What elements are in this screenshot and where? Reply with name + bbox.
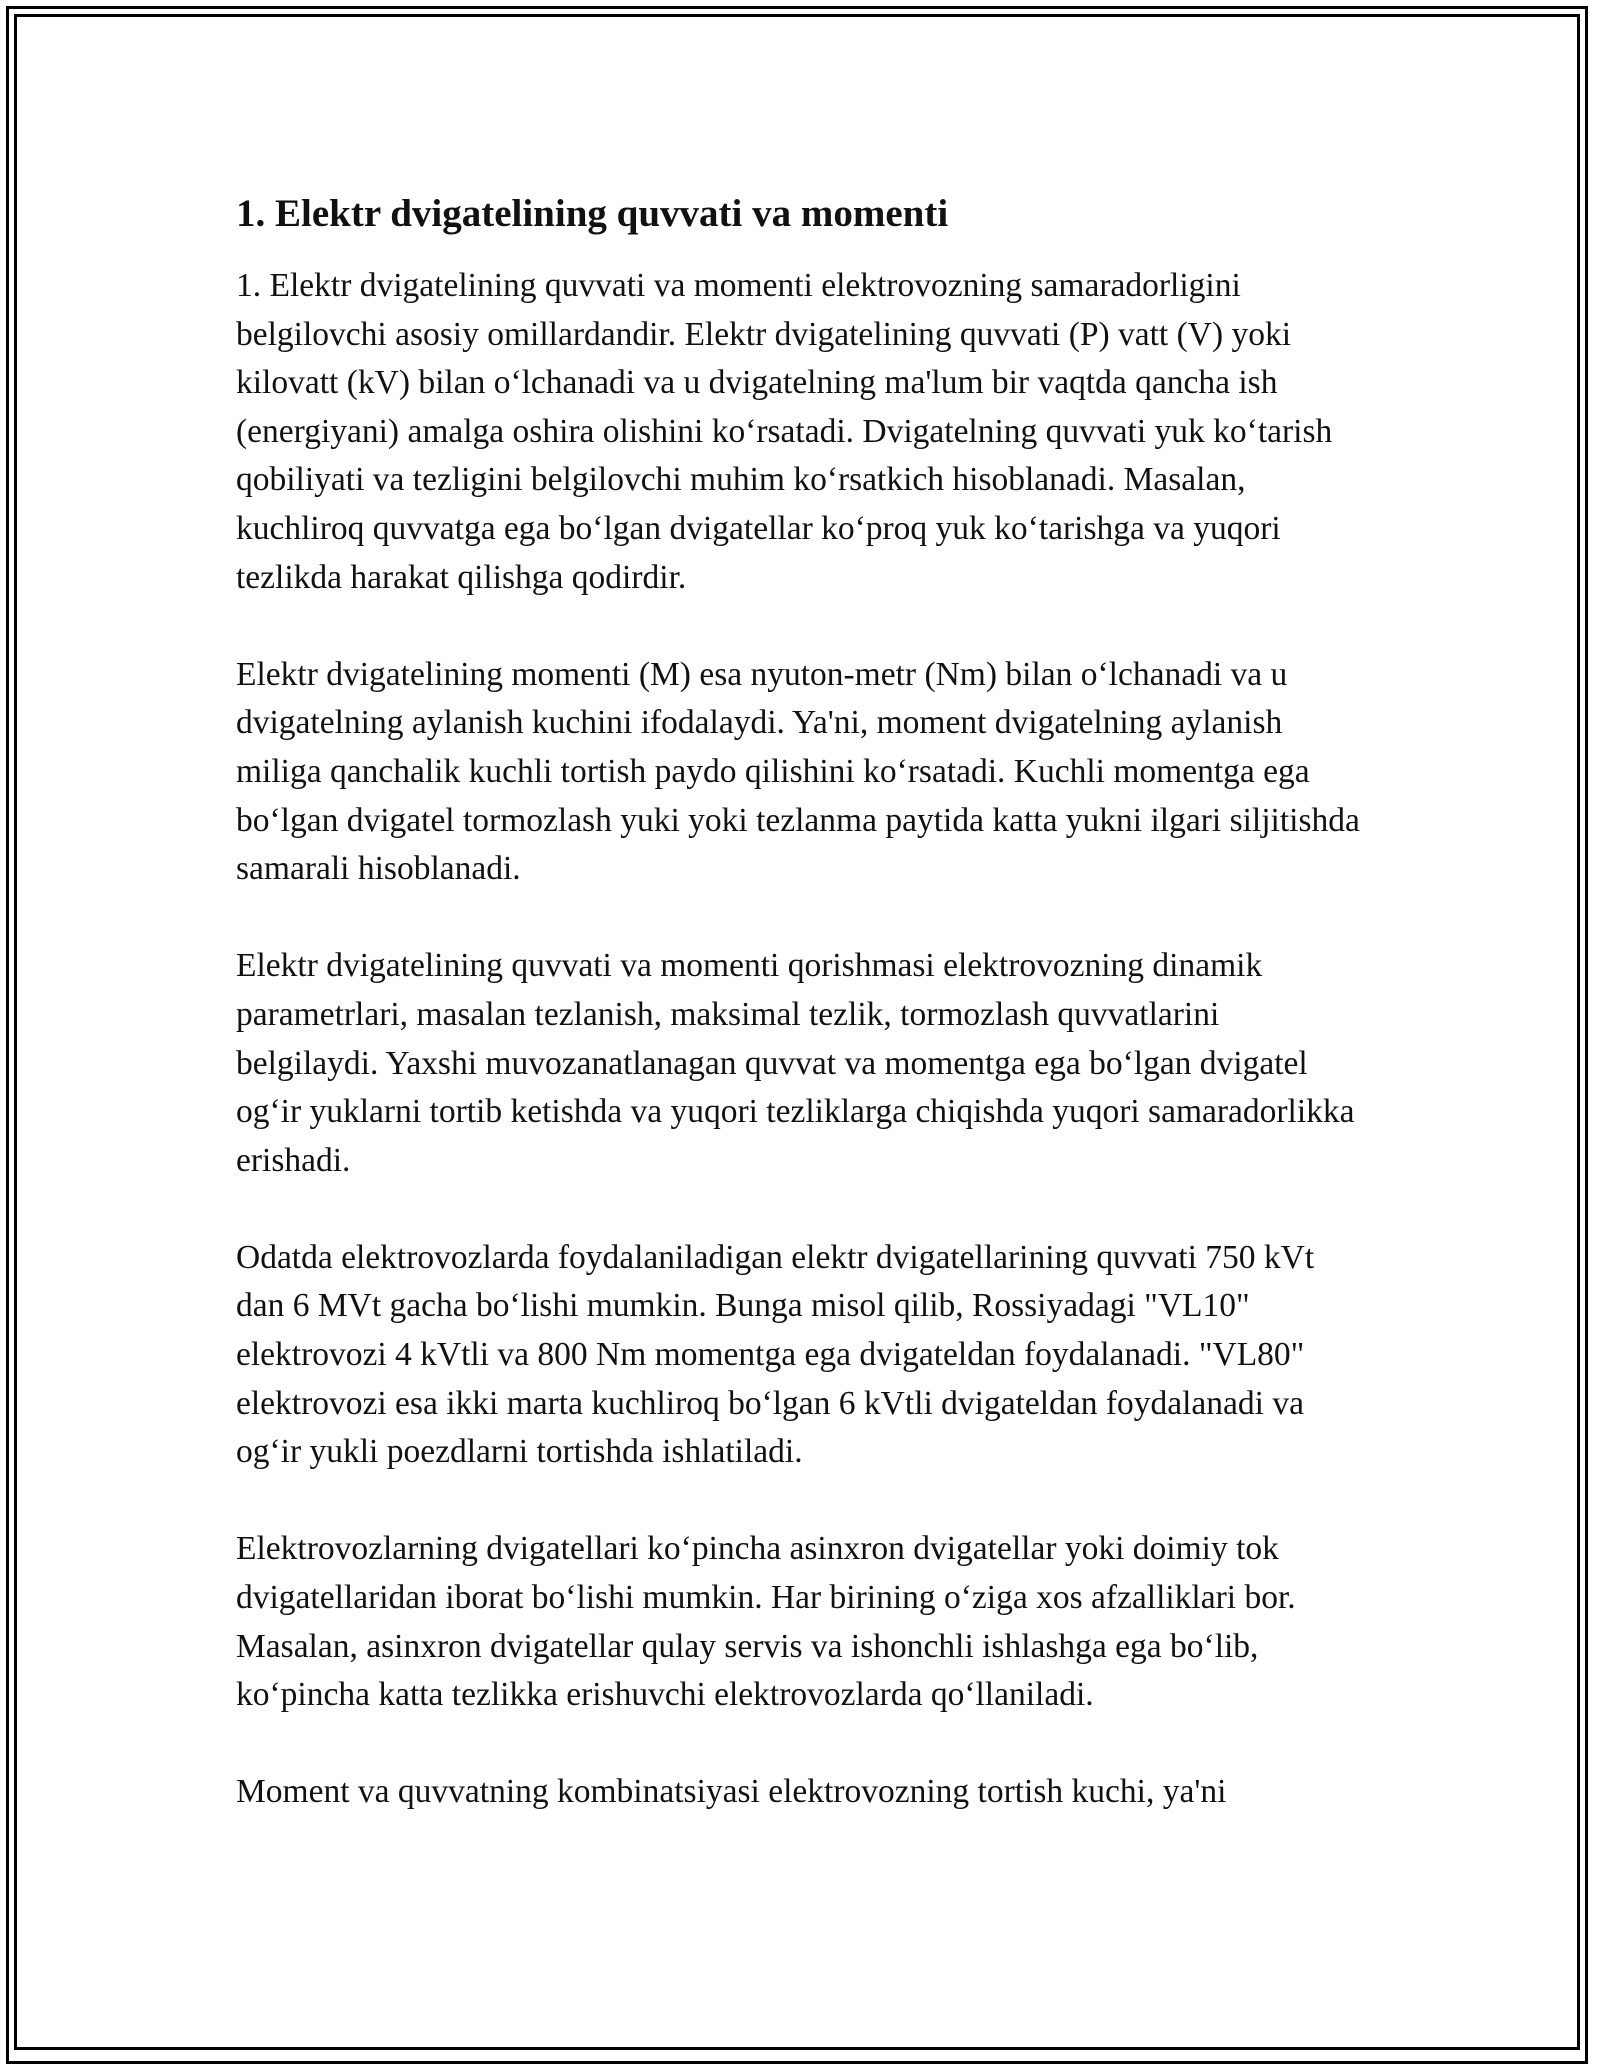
document-content [236,188,1366,1866]
paragraph-torque-definition: Elektr dvigatelining momenti (M) esa nyuton-metr (Nm) bilan oʻlchanadi va u dvigatelning aylanish kuchini ifodalaydi. Ya'ni, moment dvigatelning aylanish miliga qanchalik kuchli tortish paydo qilishini koʻrsatadi. Kuchli momentga ega boʻlgan dvigatel tormozlash yuki yoki tezlanma paytida katta yukni ilgari siljitishda samarali hisoblanadi. [236,655,1360,888]
paragraph-typical-power-range: Odatda elektrovozlarda foydalaniladigan elektr dvigatellarining quvvati 750 kVt dan 6 MVt gacha boʻlishi mumkin. Bunga misol qilib, Rossiyadagi "VL10" elektrovozi 4 kVtli va 800 Nm momentga ega dvigateldan foydalanadi. "VL80" elektrovozi esa ikki marta kuchliroq boʻlgan 6 kVtli dvigateldan foydalanadi va ogʻir yukli poezdlarni tortishda ishlatiladi. [236,1238,1315,1471]
paragraph-combination-truncated: Moment va quvvatning kombinatsiyasi elektrovozning tortish kuchi, ya'ni [236,1773,1227,1811]
paragraph-power-and-torque-intro: 1. Elektr dvigatelining quvvati va momenti elektrovozning samaradorligini belgilovchi asosiy omillardandir. Elektr dvigatelining quvvati (P) vatt (V) yoki kilovatt (kV) bilan oʻlchanadi va u dvigatelning ma'lum bir vaqtda qancha ish (energiyani) amalga oshira olishini koʻrsatadi. Dvigatelning quvvati yuk koʻtarish qobiliyati va tezligini belgilovchi muhim koʻrsatkich hisoblanadi. Masalan, kuchliroq quvvatga ega boʻlgan dvigatellar koʻproq yuk koʻtarishga va yuqori tezlikda harakat qilishga qodirdir. [236,267,1333,596]
paragraph-dynamic-parameters: Elektr dvigatelining quvvati va momenti qorishmasi elektrovozning dinamik parametrlari, masalan tezlanish, maksimal tezlik, tormozlash quvvatlarini belgilaydi. Yaxshi muvozanatlanagan quvvat va momentga ega boʻlgan dvigatel ogʻir yuklarni tortib ketishda va yuqori tezliklarga chiqishda yuqori samaradorlikka erishadi. [236,947,1355,1179]
paragraph-motor-types: Elektrovozlarning dvigatellari koʻpincha asinxron dvigatellar yoki doimiy tok dvigatellaridan iborat boʻlishi mumkin. Har birining oʻziga xos afzalliklari bor. Masalan, asinxron dvigatellar qulay servis va ishonchli ishlashga ega boʻlib, koʻpincha katta tezlikka erishuvchi elektrovozlarda qoʻllaniladi. [236,1530,1296,1714]
section-heading: 1. Elektr dvigatelining quvvati va momenti [236,192,949,235]
